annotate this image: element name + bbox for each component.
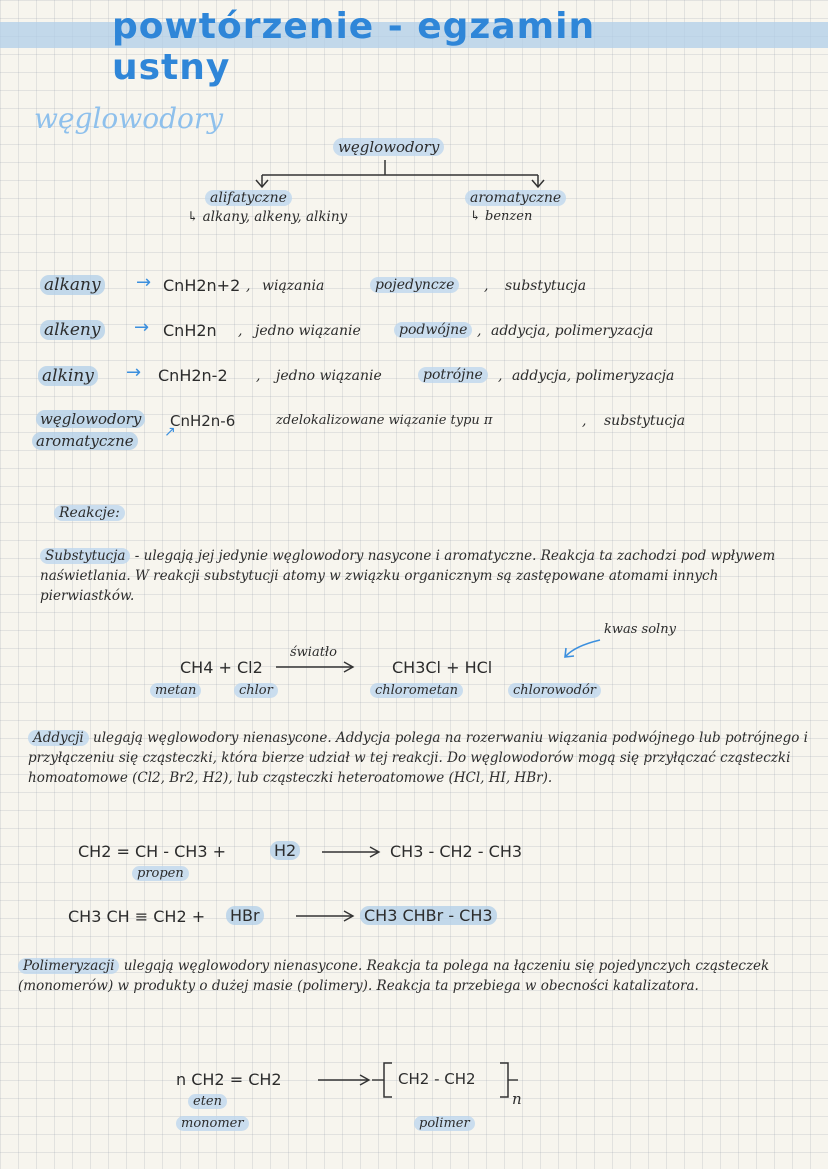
- row-sep: ,: [484, 278, 489, 294]
- polymer-subscript: n: [512, 1090, 522, 1108]
- row-formula: CnH2n: [163, 321, 217, 340]
- row-desc: substytucja: [604, 413, 686, 429]
- row-sep: ,: [256, 368, 261, 384]
- row-desc: wiązania: [262, 278, 325, 294]
- row-sep: ,: [246, 278, 251, 294]
- arrow-up-right-icon: ↗: [164, 424, 176, 440]
- row-desc: jedno wiązanie: [255, 323, 361, 339]
- row-label-alkany: alkany: [40, 275, 105, 295]
- compound-name: polimer: [414, 1116, 475, 1131]
- row-desc: addycja, polimeryzacja: [512, 368, 675, 384]
- row-sep: ,: [477, 323, 482, 339]
- equation-left: n CH2 = CH2: [176, 1070, 282, 1089]
- row-desc-highlight: pojedyncze: [370, 277, 459, 293]
- annotation: kwas solny: [604, 622, 676, 637]
- equation-left: CH4 + Cl2: [180, 658, 263, 677]
- arrow-right-icon: →: [136, 272, 152, 293]
- compound-name: chlor: [234, 683, 278, 698]
- row-desc: substytucja: [505, 278, 587, 294]
- row-desc: jedno wiązanie: [276, 368, 382, 384]
- row-label-alkeny: alkeny: [40, 320, 105, 340]
- equation-right: CH3Cl + HCl: [392, 658, 493, 677]
- equation-right: CH3 - CH2 - CH3: [390, 842, 523, 861]
- row-desc: zdelokalizowane wiązanie typu π: [276, 413, 493, 428]
- tree-left-sub: ↳ alkany, alkeny, alkiny: [187, 209, 348, 225]
- row-label-weglowodory: węglowodory: [36, 410, 145, 428]
- substitution-term: Substytucja: [40, 548, 130, 564]
- row-desc-highlight: potrójne: [418, 367, 488, 383]
- tree-left-label: alifatyczne: [205, 190, 292, 206]
- compound-name: chlorometan: [370, 683, 463, 698]
- substitution-paragraph: [40, 546, 800, 606]
- page-title: powtórzenie - egzamin ustny: [112, 6, 596, 88]
- addition-text: ulegają węglowodory nienasycone. Addycja polega na rozerwaniu wiązania podwójnego lub potrójnego i przyłączeniu się cząsteczki, która bierze udział w tej reakcji. Do węglowodorów mogą się przyłączać cząsteczki homoatomowe (Cl2, Br2, H2), lub cząsteczki heteroatomowe (HCl, HI, HBr).: [28, 730, 808, 786]
- compound-name: propen: [132, 866, 189, 881]
- polymerization-term: Polimeryzacji: [18, 958, 119, 974]
- equation-left: CH2 = CH - CH3 +: [78, 842, 226, 861]
- tree-right-sub: ↳ benzen: [470, 209, 533, 224]
- equation-right: CH3 CHBr - CH3: [360, 906, 497, 925]
- compound-name: monomer: [176, 1116, 249, 1131]
- equation-right: CH2 - CH2: [398, 1070, 476, 1088]
- row-sep: ,: [498, 368, 503, 384]
- addition-term: Addycji: [28, 730, 89, 746]
- equation-reagent: HBr: [226, 906, 264, 925]
- arrow-right-icon: →: [126, 362, 142, 383]
- row-sep: ,: [238, 323, 243, 339]
- row-sep: ,: [582, 413, 587, 429]
- equation-reagent: H2: [270, 841, 300, 860]
- polymerization-paragraph: [18, 956, 808, 996]
- equation-condition: światło: [290, 645, 337, 660]
- compound-name: metan: [150, 683, 201, 698]
- row-formula: CnH2n-2: [158, 366, 228, 385]
- compound-name: eten: [188, 1094, 227, 1109]
- compound-name: chlorowodór: [508, 683, 601, 698]
- arrow-right-icon: →: [134, 317, 150, 338]
- section-heading: węglowodory: [34, 102, 224, 135]
- substitution-text: - ulegają jej jedynie węglowodory nasycone i aromatyczne. Reakcja ta zachodzi pod wpływem naświetlania. W reakcji substytucji atomy w związku organicznym są zastępowane atomami innych pierwiastków.: [40, 548, 776, 604]
- reactions-heading: Reakcje:: [54, 505, 125, 521]
- polymerization-text: ulegają węglowodory nienasycone. Reakcja ta polega na łączeniu się pojedynczych cząsteczek (monomerów) w produkty o dużej masie (polimery). Reakcja ta przebiega w obecności katalizatora.: [18, 958, 770, 994]
- row-desc: addycja, polimeryzacja: [491, 323, 654, 339]
- row-formula: CnH2n-6: [170, 412, 236, 430]
- equation-left: CH3 CH ≡ CH2 +: [68, 907, 206, 926]
- row-label-alkiny: alkiny: [38, 366, 98, 386]
- addition-paragraph: [28, 728, 808, 788]
- tree-root: węglowodory: [333, 138, 444, 156]
- row-desc-highlight: podwójne: [394, 322, 472, 338]
- tree-right-label: aromatyczne: [465, 190, 566, 206]
- row-label-aromatyczne: aromatyczne: [32, 432, 138, 450]
- row-formula: CnH2n+2: [163, 276, 241, 295]
